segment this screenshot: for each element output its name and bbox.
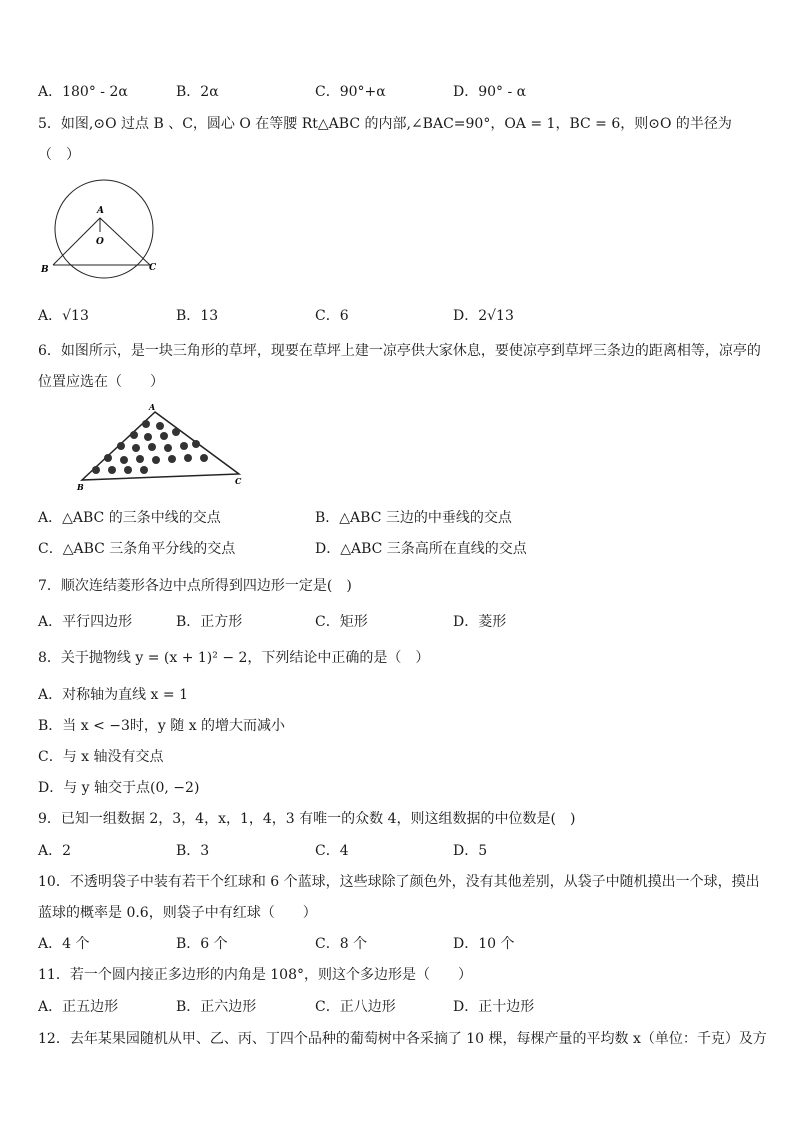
q5-label-o: O — [96, 237, 104, 247]
q6-stem-line2: 位置应选在（ ） — [38, 374, 164, 390]
q9-stem: 9．已知一组数据 2，3，4，x，1，4，3 有唯一的众数 4，则这组数据的中位数是( ) — [38, 811, 576, 827]
q9-option-a: A．2 — [38, 843, 72, 859]
q11-stem: 11．若一个圆内接正多边形的内角是 108°，则这个多边形是（ ） — [38, 967, 472, 983]
q5-option-b: B．13 — [176, 308, 219, 324]
q11-option-a: A．正五边形 — [38, 999, 119, 1015]
q5-label-a: A — [97, 206, 104, 216]
q8-stem: 8．关于抛物线 y = (x + 1)² − 2，下列结论中正确的是（ ） — [38, 650, 430, 666]
q6-stem: 6．如图所示，是一块三角形的草坪，现要在草坪上建一凉亭供大家休息，要使凉亭到草坪三条边的距离相等，凉亭的 — [38, 343, 761, 359]
q11-option-d: D．正十边形 — [453, 999, 535, 1015]
q6-option-d: D．△ABC 三条高所在直线的交点 — [315, 541, 527, 557]
q10-option-b: B．6 个 — [176, 936, 228, 952]
q6-label-c: C — [235, 476, 242, 486]
q6-figure-lawn — [76, 402, 248, 492]
q11-option-c: C．正八边形 — [315, 999, 396, 1015]
q8-option-d: D．与 y 轴交于点(0, −2) — [38, 780, 200, 796]
q5-paren: （ ） — [38, 147, 80, 163]
q6-option-b: B．△ABC 三边的中垂线的交点 — [315, 510, 512, 526]
q6-option-c: C．△ABC 三条角平分线的交点 — [38, 541, 236, 557]
q7-option-a: A．平行四边形 — [38, 614, 133, 630]
q12-stem: 12．去年某果园随机从甲、乙、丙、丁四个品种的葡萄树中各采摘了 10 棵，每棵产量的平均数 x（单位：千克）及方 — [38, 1031, 767, 1047]
q5-option-d: D．2√13 — [453, 308, 514, 324]
q9-option-b: B．3 — [176, 843, 210, 859]
q4-option-a: A．180° - 2α — [38, 84, 128, 100]
q10-option-c: C．8 个 — [315, 936, 368, 952]
q9-option-d: D．5 — [453, 843, 488, 859]
q4-option-c: C．90°+α — [315, 84, 386, 100]
q4-option-b: B．2α — [176, 84, 219, 100]
q6-label-a: A — [149, 402, 156, 412]
q7-option-b: B．正方形 — [176, 614, 243, 630]
q6-option-a: A．△ABC 的三条中线的交点 — [38, 510, 221, 526]
q9-option-c: C．4 — [315, 843, 349, 859]
q5-figure-circle — [36, 178, 168, 282]
q5-label-b: B — [41, 265, 49, 275]
q8-option-b: B．当 x < −3时，y 随 x 的增大而减小 — [38, 718, 286, 734]
q10-stem: 10．不透明袋子中装有若干个红球和 6 个蓝球，这些球除了颜色外，没有其他差别，从袋子中随机摸出一个球，摸出 — [38, 874, 760, 890]
q5-option-c: C．6 — [315, 308, 349, 324]
q5-label-c: C — [149, 263, 157, 273]
q11-option-b: B．正六边形 — [176, 999, 257, 1015]
q4-option-d: D．90° - α — [453, 84, 527, 100]
q5-stem: 5．如图,⊙O 过点 B 、C，圆心 O 在等腰 Rt△ABC 的内部,∠BAC=90°，OA = 1，BC = 6，则⊙O 的半径为 — [38, 116, 732, 132]
q8-option-a: A．对称轴为直线 x = 1 — [38, 687, 188, 703]
q7-option-c: C．矩形 — [315, 614, 368, 630]
q8-option-c: C．与 x 轴没有交点 — [38, 749, 164, 765]
q6-label-b: B — [77, 482, 84, 492]
q5-option-a: A．√13 — [38, 308, 89, 324]
q10-stem-line2: 蓝球的概率是 0.6，则袋子中有红球（ ） — [38, 905, 317, 921]
q7-option-d: D．菱形 — [453, 614, 507, 630]
q10-option-a: A．4 个 — [38, 936, 90, 952]
q7-stem: 7．顺次连结菱形各边中点所得到四边形一定是( ) — [38, 578, 352, 594]
q10-option-d: D．10 个 — [453, 936, 515, 952]
